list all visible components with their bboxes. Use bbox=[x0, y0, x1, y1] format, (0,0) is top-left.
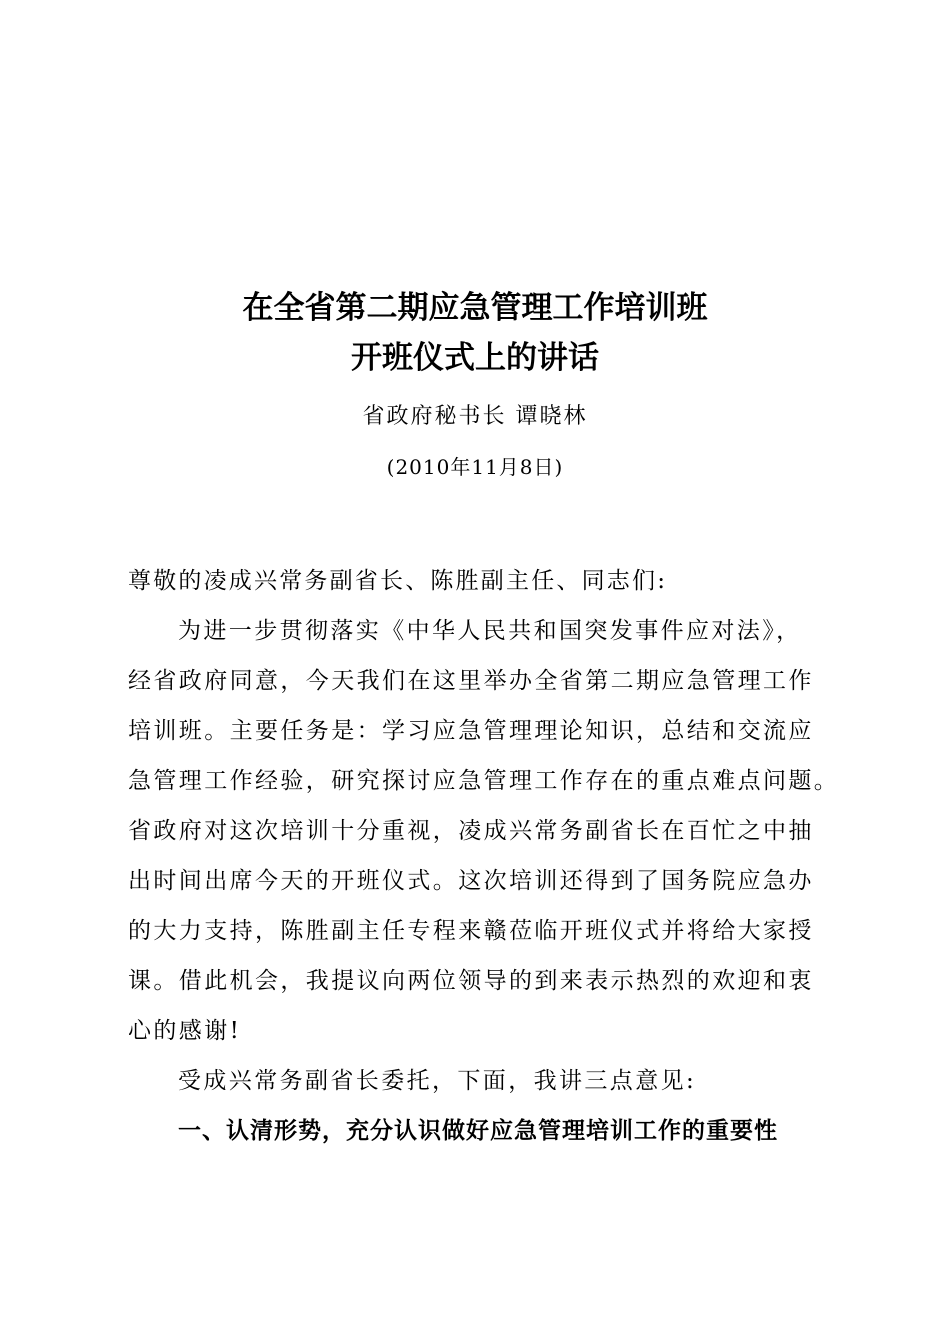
paragraph-1-line: 急管理工作经验，研究探讨应急管理工作存在的重点难点问题。 bbox=[128, 768, 840, 794]
document-title-line-2: 开班仪式上的讲话 bbox=[351, 340, 599, 376]
author-line: 省政府秘书长 谭晓林 bbox=[362, 404, 588, 429]
paragraph-1 bbox=[128, 606, 838, 1056]
paragraph-2: 受成兴常务副省长委托，下面，我讲三点意见: bbox=[178, 1068, 697, 1094]
paragraph-1-line: 为进一步贯彻落实《中华人民共和国突发事件应对法》， bbox=[178, 618, 802, 644]
paragraph-1-line: 省政府对这次培训十分重视，凌成兴常务副省长在百忙之中抽 bbox=[128, 818, 814, 844]
paragraph-1-line: 课。借此机会，我提议向两位领导的到来表示热烈的欢迎和衷 bbox=[128, 968, 814, 994]
paragraph-1-line: 培训班。主要任务是：学习应急管理理论知识，总结和交流应 bbox=[128, 718, 814, 744]
salutation: 尊敬的凌成兴常务副省长、陈胜副主任、同志们: bbox=[128, 568, 668, 594]
paragraph-1-line: 经省政府同意，今天我们在这里举办全省第二期应急管理工作 bbox=[128, 668, 814, 694]
document-title-line-1: 在全省第二期应急管理工作培训班 bbox=[242, 290, 708, 326]
paragraph-1-line: 心的感谢! bbox=[128, 1018, 242, 1044]
section-heading-1: 一、认清形势，充分认识做好应急管理培训工作的重要性 bbox=[178, 1118, 778, 1144]
paragraph-1-line: 出时间出席今天的开班仪式。这次培训还得到了国务院应急办 bbox=[128, 868, 814, 894]
paragraph-1-line: 的大力支持，陈胜副主任专程来赣莅临开班仪式并将给大家授 bbox=[128, 918, 814, 944]
speech-date: (2010年11月8日) bbox=[386, 455, 564, 479]
